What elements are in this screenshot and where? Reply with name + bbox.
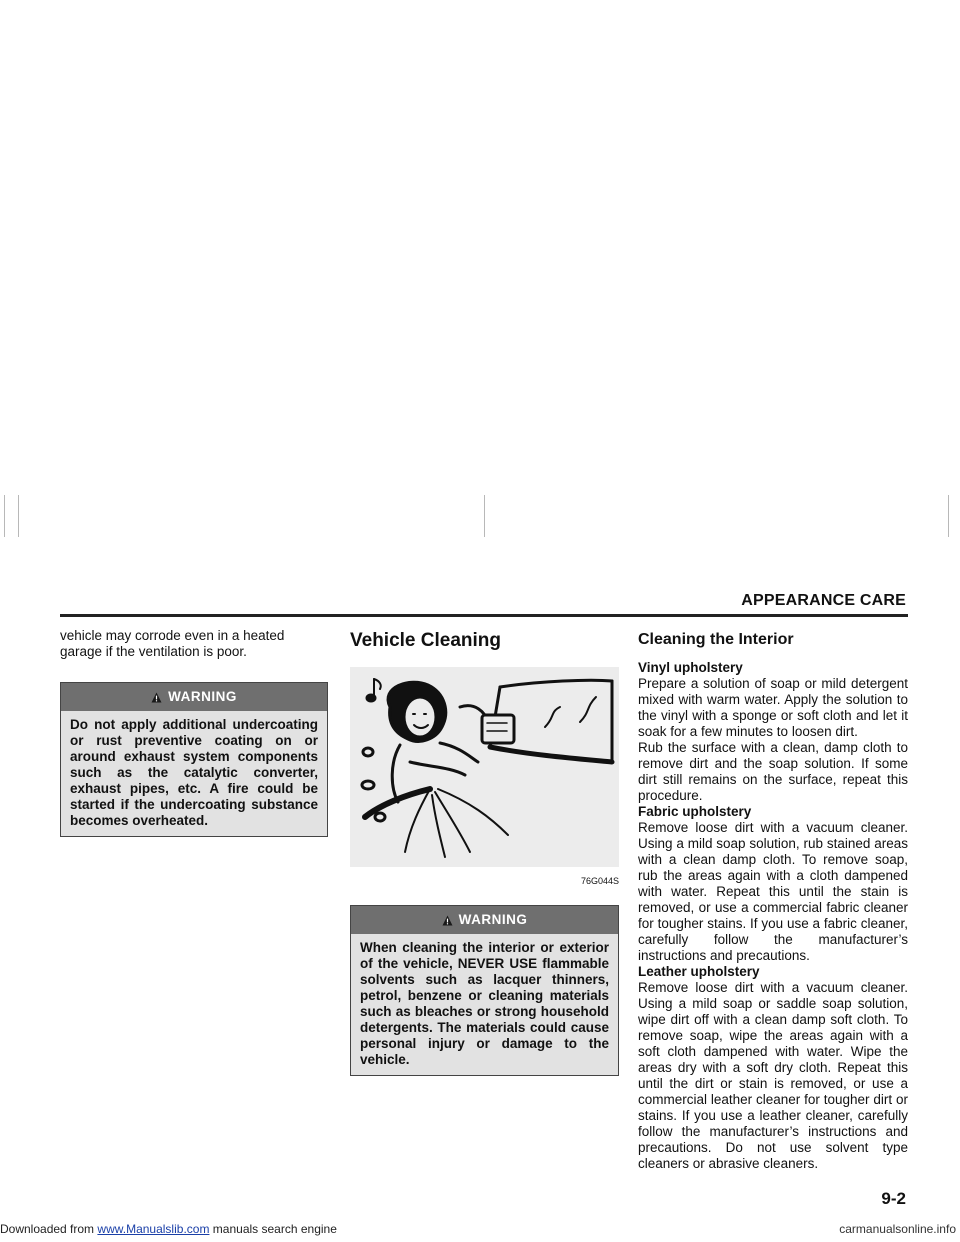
warning-header <box>351 906 618 934</box>
warning-icon <box>442 908 453 936</box>
manualslib-link[interactable]: www.Manualslib.com <box>97 1222 210 1236</box>
fabric-heading: Fabric upholstery <box>638 804 752 819</box>
warning-text: Do not apply additional undercoating or rust preventive coating on or around exhaust system components such as the catalytic converter, exhaust pipes, etc. A fire could be started if the undercoating substance becomes overheated. <box>61 711 327 836</box>
section-heading-cleaning-interior: Cleaning the Interior <box>638 631 794 648</box>
vinyl-paragraph-1: Prepare a solution of soap or mild detergent mixed with warm water. Apply the solution to the vinyl with a sponge or soft cloth and let it soak for a few minutes to loosen dirt. <box>638 676 908 739</box>
section-title: APPEARANCE CARE <box>741 592 906 609</box>
column-left <box>60 628 328 837</box>
vinyl-heading: Vinyl upholstery <box>638 660 743 675</box>
warning-icon <box>151 685 162 713</box>
column-middle <box>350 628 619 1076</box>
warning-box-solvents <box>350 905 619 1076</box>
watermark: carmanualsonline.info <box>839 1222 956 1236</box>
warning-text: When cleaning the interior or exterior of the vehicle, NEVER USE flammable solvents such as lacquer thinners, petrol, benzene or cleaning materials such as bleaches or strong household detergents. The materials could cause personal injury or damage to the vehicle. <box>351 934 618 1075</box>
header-rule <box>60 614 908 617</box>
warning-label: WARNING <box>168 689 237 704</box>
footer-prefix: Downloaded from <box>0 1222 95 1236</box>
section-heading-vehicle-cleaning: Vehicle Cleaning <box>350 630 501 651</box>
warning-label: WARNING <box>458 912 528 927</box>
continuation-text: vehicle may corrode even in a heated garage if the ventilation is poor. <box>60 628 285 659</box>
crop-mark <box>18 495 19 537</box>
column-right <box>638 628 908 1172</box>
fabric-paragraph: Remove loose dirt with a vacuum cleaner. Using a mild soap solution, rub stained areas with a clean damp cloth. To remove soap, rub the areas again with a cloth dampened with water. Repeat this until the stain is removed, or use a commercial fabric cleaner for tougher stains. If you use a fabric cleaner, carefully follow the manufacturer’s instructions and precautions. <box>638 820 908 963</box>
download-footer <box>0 1222 337 1236</box>
crop-mark <box>948 495 949 537</box>
leather-heading: Leather upholstery <box>638 964 760 979</box>
vinyl-paragraph-2: Rub the surface with a clean, damp cloth to remove dirt and the soap solution. If some dirt still remains on the surface, repeat this procedure. <box>638 740 908 803</box>
leather-paragraph: Remove loose dirt with a vacuum cleaner. Using a mild soap or saddle soap solution, wipe dirt off with a clean damp soft cloth. To remove soap, wipe the areas again with a soft cloth dampened with water. Wipe the areas dry with a soft dry cloth. Repeat this until the dirt or stain is removed, or use a commercial leather cleaner for tougher dirt or stains. If you use a leather cleaner, carefully follow the manufacturer’s instructions and precautions. Do not use solvent type cleaners or abrasive cleaners. <box>638 980 908 1171</box>
figure-code: 76G044S <box>580 876 619 886</box>
page-number: 9-2 <box>881 1189 906 1208</box>
crop-mark <box>4 495 5 537</box>
warning-box-undercoating <box>60 682 328 837</box>
footer-suffix: manuals search engine <box>212 1222 337 1236</box>
warning-header <box>61 683 327 711</box>
illustration-washing-car <box>350 667 619 867</box>
crop-mark <box>484 495 485 537</box>
